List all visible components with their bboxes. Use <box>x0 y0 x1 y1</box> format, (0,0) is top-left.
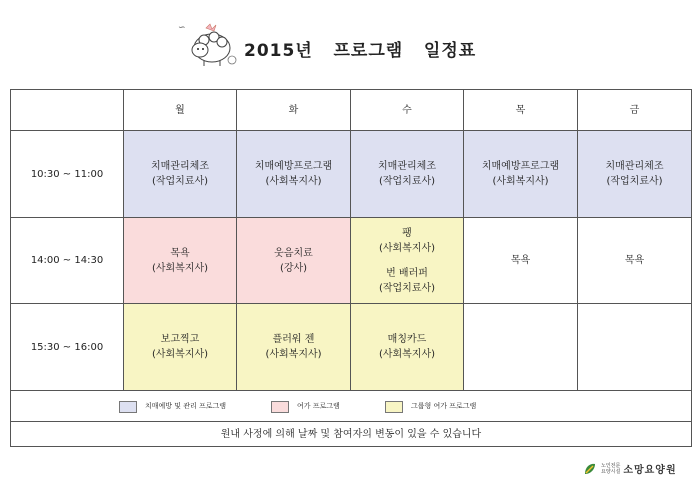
footer-subtitle: 노인전문 요양시설 <box>601 462 621 475</box>
program-cell: 매칭카드 (사회복지사) <box>351 304 464 391</box>
day-header-thu: 목 <box>464 90 578 131</box>
leaf-logo-icon <box>583 462 597 476</box>
program-cell: 목욕 (사회복지사) <box>124 218 237 304</box>
day-header-fri: 금 <box>578 90 692 131</box>
time-cell: 14:00 ~ 14:30 <box>11 218 124 304</box>
legend-item: 치매예방 및 관리 프로그램 <box>119 399 226 414</box>
notice-text: 원내 사정에 의해 날짜 및 참여자의 변동이 있을 수 있습니다 <box>11 422 692 447</box>
empty-cell <box>578 304 692 391</box>
time-cell: 15:30 ~ 16:00 <box>11 304 124 391</box>
sheep-icon <box>176 14 240 70</box>
facility-name: 소망요양원 <box>623 465 677 476</box>
program-cell: 목욕 <box>578 218 692 304</box>
table-row <box>11 218 692 304</box>
header <box>0 0 700 88</box>
program-cell: 치매관리체조 (작업치료사) <box>351 131 464 218</box>
time-cell: 10:30 ~ 11:00 <box>11 131 124 218</box>
day-header-mon: 월 <box>124 90 237 131</box>
legend-row <box>11 391 692 422</box>
program-cell: 웃음치료 (강사) <box>237 218 351 304</box>
program-cell: 플러워 젠 (사회복지사) <box>237 304 351 391</box>
legend-swatch-blue <box>119 401 137 413</box>
footer-logo <box>583 461 677 476</box>
table-row <box>11 304 692 391</box>
day-header-tue: 화 <box>237 90 351 131</box>
program-cell: 치매관리체조 (작업치료사) <box>578 131 692 218</box>
program-cell: 보고찍고 (사회복지사) <box>124 304 237 391</box>
program-cell: 목욕 <box>464 218 578 304</box>
note-row <box>11 422 692 447</box>
program-cell: 치매관리체조 (작업치료사) <box>124 131 237 218</box>
table-row <box>11 131 692 218</box>
svg-text:∽: ∽ <box>178 23 186 33</box>
legend-item: 그룹형 여가 프로그램 <box>385 399 476 414</box>
program-cell: 팽 (사회복지사) 번 배러퍼 (작업치료사) <box>351 218 464 304</box>
legend-swatch-pink <box>271 401 289 413</box>
program-cell: 치매예방프로그램 (사회복지사) <box>237 131 351 218</box>
day-header-wed: 수 <box>351 90 464 131</box>
page-title: 2015년 프로그램 일정표 <box>244 41 477 61</box>
corner-cell <box>11 90 124 131</box>
header-row <box>11 90 692 131</box>
legend-item: 여가 프로그램 <box>271 399 340 414</box>
legend-swatch-yellow <box>385 401 403 413</box>
program-cell: 치매예방프로그램 (사회복지사) <box>464 131 578 218</box>
legend <box>11 391 692 422</box>
schedule-table <box>10 89 692 447</box>
empty-cell <box>464 304 578 391</box>
